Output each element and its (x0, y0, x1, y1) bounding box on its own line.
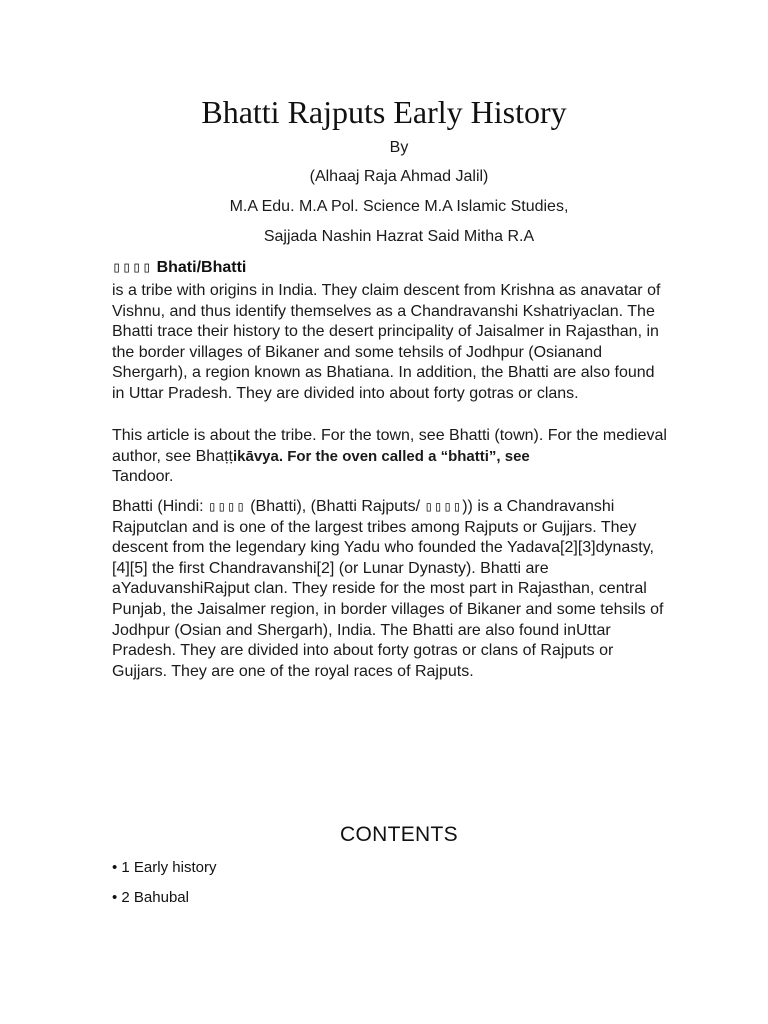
disambiguation-text: This article is about the tribe. For the town, see Bhatti (town). For the medieval author, see Bhaṭṭ (112, 427, 667, 465)
disambiguation-paragraph (112, 426, 668, 488)
main-paragraph-rest: )) is a Chandravanshi Rajputclan and is one of the largest tribes among Rajputs or Gujjars. They descent from the legendary king Yadu who founded the Yadava[2][3]dynasty,[4][5] the first Chandravanshi[2] (or Lunar Dynasty). Bhatti are aYaduvanshiRajput clan. They reside for the most part in Rajasthan, central Punjab, the Jaisalmer region, in border villages of Bikaner and some tehsils of Jodhpur (Osian and Shergarh), India. The Bhatti are also found inUttar Pradesh. They are divided into about forty gotras or clans of Rajputs or Gujjars. They are one of the royal races of Rajputs. (112, 498, 664, 680)
author-name: (Alhaaj Raja Ahmad Jalil) (309, 168, 489, 185)
toc-item-early-history: • 1 Early history (112, 859, 217, 876)
author-degrees: M.A Edu. M.A Pol. Science M.A Islamic Studies, (229, 198, 569, 215)
document-title: Bhatti Rajputs Early History (201, 94, 567, 130)
disambiguation-bold-text: ikāvya. For the oven called a “bhatti”, see (232, 447, 530, 465)
hindi-unrendered-glyphs: ▯▯▯▯ (208, 499, 246, 515)
main-paragraph-start: Bhatti (Hindi: (112, 498, 209, 515)
main-paragraph (112, 497, 668, 682)
hindi-unrendered-glyphs-2: ▯▯▯▯ (424, 499, 463, 515)
toc-item-bahubal: • 2 Bahubal (112, 889, 189, 906)
section-heading (112, 256, 246, 279)
contents-heading: CONTENTS (340, 823, 458, 846)
author-position: Sajjada Nashin Hazrat Said Mitha R.A (263, 228, 535, 245)
byline-label: By (389, 139, 409, 156)
main-paragraph-mid: (Bhatti), (Bhatti Rajputs/ (245, 498, 425, 515)
intro-paragraph: is a tribe with origins in India. They claim descent from Krishna as anavatar of Vishnu, and thus identify themselves as a Chandravanshi Kshatriyaclan. The Bhatti trace their history to the desert principality of Jaisalmer in Rajasthan, in the border villages of Bikaner and some tehsils of Jodhpur (Osianand Shergarh), a region known as Bhatiana. In addition, the Bhatti are also found in Uttar Pradesh. They are divided into about forty gotras or clans. (112, 282, 661, 402)
heading-tribe-name: Bhati/Bhatti (156, 259, 247, 276)
disambiguation-end: Tandoor. (112, 468, 174, 486)
heading-unrendered-glyphs: ▯▯▯▯ (112, 258, 153, 276)
